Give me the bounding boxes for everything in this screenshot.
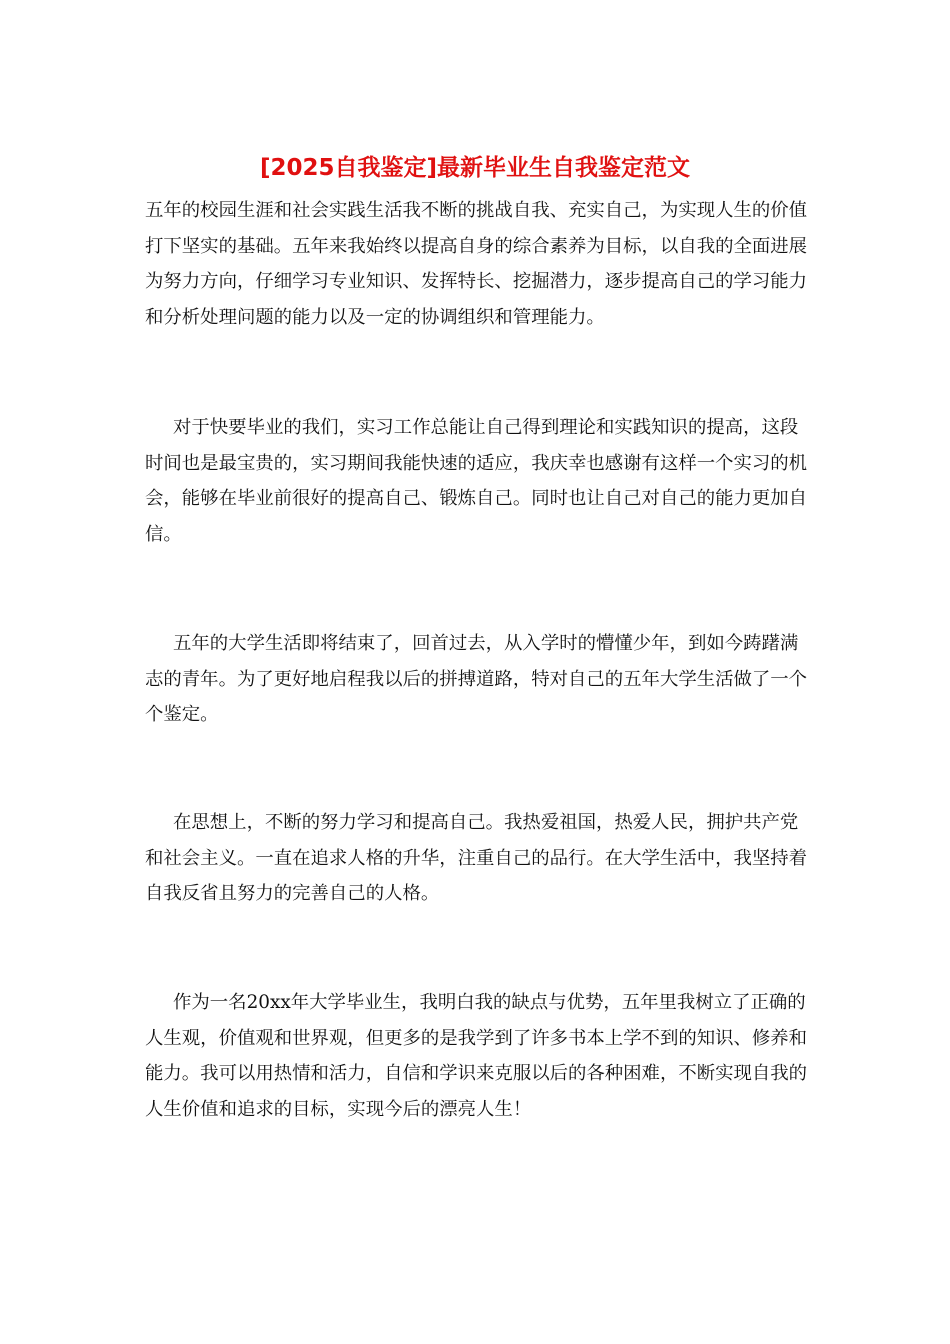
paragraph-5: 作为一名20xx年大学毕业生，我明白我的缺点与优势，五年里我树立了正确的人生观，价值观和世界观，但更多的是我学到了许多书本上学不到的知识、修养和能力。我可以用热情和活力，自信和学识来克服以后的各种困难，不断实现自我的人生价值和追求的目标，实现今后的漂亮人生！ (145, 992, 808, 1120)
paragraph-4: 在思想上，不断的努力学习和提高自己。我热爱祖国，热爱人民，拥护共产党和社会主义。一直在追求人格的升华，注重自己的品行。在大学生活中，我坚持着自我反省且努力的完善自己的人格。 (145, 812, 808, 904)
document-title: [2025自我鉴定]最新毕业生自我鉴定范文 (259, 155, 691, 181)
paragraph-1: 五年的校园生涯和社会实践生活我不断的挑战自我、充实自己，为实现人生的价值打下坚实的基础。五年来我始终以提高自身的综合素养为目标，以自我的全面进展为努力方向，仔细学习专业知识、发挥特长、挖掘潜力，逐步提高自己的学习能力和分析处理问题的能力以及一定的协调组织和管理能力。 (145, 200, 808, 328)
paragraph-2: 对于快要毕业的我们，实习工作总能让自己得到理论和实践知识的提高，这段时间也是最宝贵的，实习期间我能快速的适应，我庆幸也感谢有这样一个实习的机会，能够在毕业前很好的提高自己、锻炼自己。同时也让自己对自己的能力更加自信。 (145, 417, 808, 545)
paragraph-3: 五年的大学生活即将结束了，回首过去，从入学时的懵懂少年，到如今踌躇满志的青年。为了更好地启程我以后的拼搏道路，特对自己的五年大学生活做了一个个鉴定。 (145, 633, 808, 725)
